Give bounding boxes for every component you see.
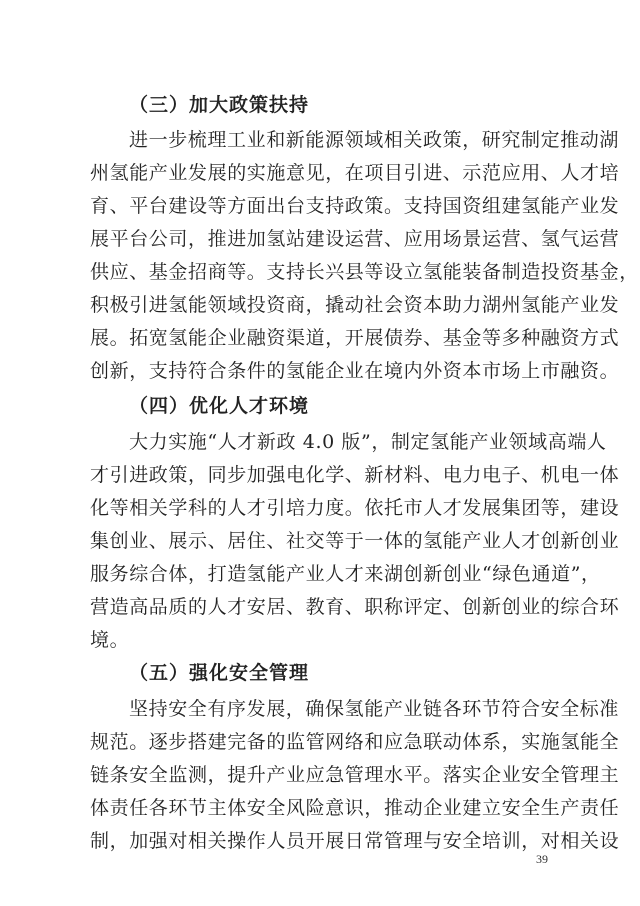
paragraph-line: 集创业、展示、居住、社交等于一体的氢能产业人才创新创业 [90, 530, 620, 552]
paragraph-line: 展平台公司，推进加氢站建设运营、应用场景运营、氢气运营 [90, 228, 620, 250]
paragraph-line: 积极引进氢能领域投资商，撬动社会资本助力湖州氢能产业发 [90, 294, 620, 316]
paragraph-line: 链条安全监测，提升产业应急管理水平。落实企业安全管理主 [90, 764, 620, 786]
paragraph-line: 规范。逐步搭建完备的监管网络和应急联动体系，实施氢能全 [90, 731, 620, 753]
paragraph-line: 境。 [90, 629, 130, 651]
paragraph-line: 创新，支持符合条件的氢能企业在境内外资本市场上市融资。 [90, 360, 620, 382]
page-number: 39 [536, 852, 548, 866]
paragraph-line: 化等相关学科的人才引培力度。依托市人才发展集团等，建设 [90, 497, 620, 519]
paragraph-line: 营造高品质的人才安居、教育、职称评定、创新创业的综合环 [90, 596, 620, 618]
paragraph-line: 制，加强对相关操作人员开展日常管理与安全培训，对相关设 [90, 830, 620, 852]
section-heading-talent-environment: （四）优化人才环境 [129, 395, 310, 417]
paragraph-line: 服务综合体，打造氢能产业人才来湖创新创业“绿色通道”， [90, 563, 601, 585]
paragraph-line: 育、平台建设等方面出台支持政策。支持国资组建氢能产业发 [90, 195, 620, 217]
paragraph-line: 坚持安全有序发展，确保氢能产业链各环节符合安全标准 [129, 698, 620, 720]
section-heading-safety-management: （五）强化安全管理 [129, 662, 310, 684]
paragraph-line: 体责任各环节主体安全风险意识，推动企业建立安全生产责任 [90, 797, 620, 819]
paragraph-line: 展。拓宽氢能企业融资渠道，开展债券、基金等多种融资方式 [90, 327, 620, 349]
paragraph-line: 州氢能产业发展的实施意见，在项目引进、示范应用、人才培 [90, 162, 620, 184]
section-heading-policy-support: （三）加大政策扶持 [129, 94, 310, 116]
paragraph-line: 供应、基金招商等。支持长兴县等设立氢能装备制造投资基金， [90, 261, 639, 283]
paragraph-line: 大力实施“人才新政 4.0 版”，制定氢能产业领域高端人 [129, 431, 607, 453]
paragraph-line: 才引进政策，同步加强电化学、新材料、电力电子、机电一体 [90, 464, 620, 486]
paragraph-line: 进一步梳理工业和新能源领域相关政策，研究制定推动湖 [129, 129, 620, 151]
